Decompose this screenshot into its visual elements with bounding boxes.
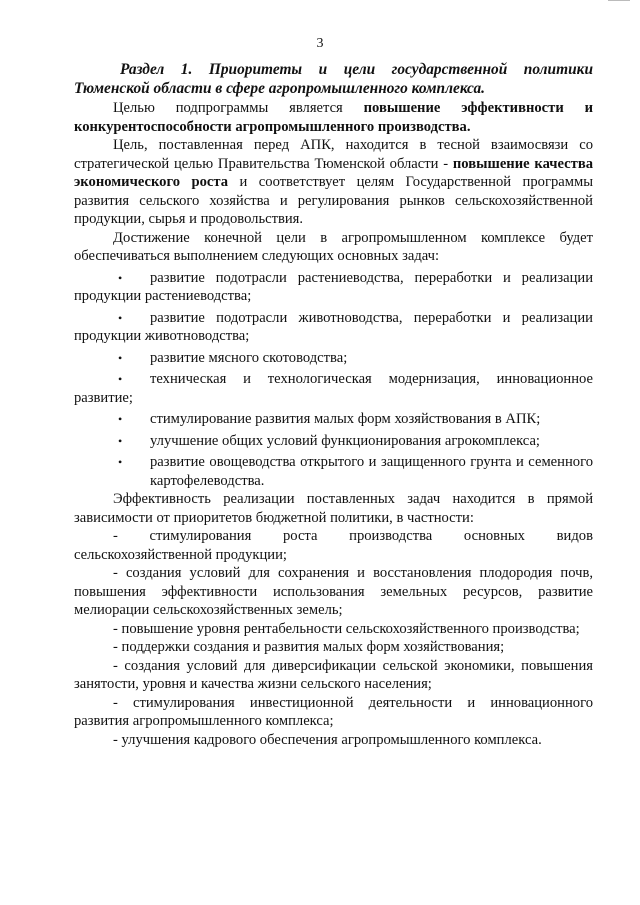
- priority-item: - стимулирования инвестиционной деятельности и инновационного развития агропромышленного комплекса;: [74, 694, 593, 729]
- task-text: развитие подотрасли животноводства, переработки и реализации продукции животноводства;: [74, 309, 593, 344]
- task-item: [74, 370, 593, 407]
- task-text: техническая и технологическая модернизация, инновационное развитие;: [74, 371, 593, 406]
- task-text: стимулирование развития малых форм хозяйствования в АПК;: [150, 411, 541, 427]
- goal-text: Целью подпрограммы является: [113, 100, 364, 116]
- bullet-icon: •: [118, 350, 123, 365]
- task-item: [74, 309, 593, 346]
- task-text: развитие подотрасли растениеводства, переработки и реализации продукции растениеводства;: [74, 269, 593, 304]
- bullet-icon: •: [118, 412, 123, 426]
- goal-bold: повышение эффективности и конкурентоспособности агропромышленного производства.: [74, 100, 594, 135]
- bullet-icon: •: [118, 433, 123, 448]
- scan-corner-mark: [608, 0, 630, 5]
- relation-text-end: и соответствует целям Государственной программы развития сельского хозяйства и регулирования рынков сельскохозяйственной продукции, сырья и продовольствия.: [74, 174, 593, 227]
- section-title: Раздел 1. Приоритеты и цели государственной политики Тюменской области в сфере агропромышленного комплекса.: [74, 61, 593, 97]
- relation-bold: повышение качества экономического роста: [74, 155, 593, 190]
- priority-item: - повышение уровня рентабельности сельскохозяйственного производства;: [113, 620, 580, 637]
- paragraph-relation: [74, 136, 593, 229]
- document-body: [74, 60, 593, 749]
- paragraph-tasks-intro: Достижение конечной цели в агропромышленном комплексе будет обеспечиваться выполнением следующих основных задач:: [74, 229, 593, 264]
- bullet-icon: •: [118, 455, 123, 469]
- bullet-icon: •: [118, 270, 123, 285]
- task-text: улучшение общих условий функционирования агрокомплекса;: [150, 432, 540, 449]
- page-number: 3: [316, 36, 324, 51]
- priority-item: - поддержки создания и развития малых форм хозяйствования;: [113, 639, 505, 655]
- task-item: [74, 349, 593, 368]
- priority-item: - создания условий для диверсификации сельской экономики, повышения занятости, уровня и качества жизни сельского населения;: [74, 657, 593, 692]
- bullet-icon: •: [118, 310, 123, 325]
- task-text: развитие овощеводства открытого и защищенного грунта и семенного картофелеводства.: [150, 454, 593, 489]
- paragraph-priorities-intro: Эффективность реализации поставленных задач находится в прямой зависимости от приоритетов бюджетной политики, в частности:: [74, 491, 593, 526]
- task-item: [74, 410, 593, 429]
- relation-text-start: Цель, поставленная перед АПК, находится в тесной взаимосвязи со стратегической целью Правительства Тюменской области -: [74, 137, 593, 172]
- paragraph-goal: [74, 99, 593, 136]
- task-item: [74, 269, 593, 306]
- bullet-icon: •: [118, 372, 123, 386]
- task-item: [74, 432, 593, 451]
- priority-item: - стимулирования роста производства основных видов сельскохозяйственной продукции;: [74, 528, 593, 563]
- priority-item: - создания условий для сохранения и восстановления плодородия почв, повышения эффективности использования земельных ресурсов, развитие мелиорации сельскохозяйственных земель;: [74, 565, 593, 618]
- task-item: [74, 453, 593, 490]
- priority-item: - улучшения кадрового обеспечения агропромышленного комплекса.: [113, 731, 542, 748]
- task-text: развитие мясного скотоводства;: [150, 349, 348, 366]
